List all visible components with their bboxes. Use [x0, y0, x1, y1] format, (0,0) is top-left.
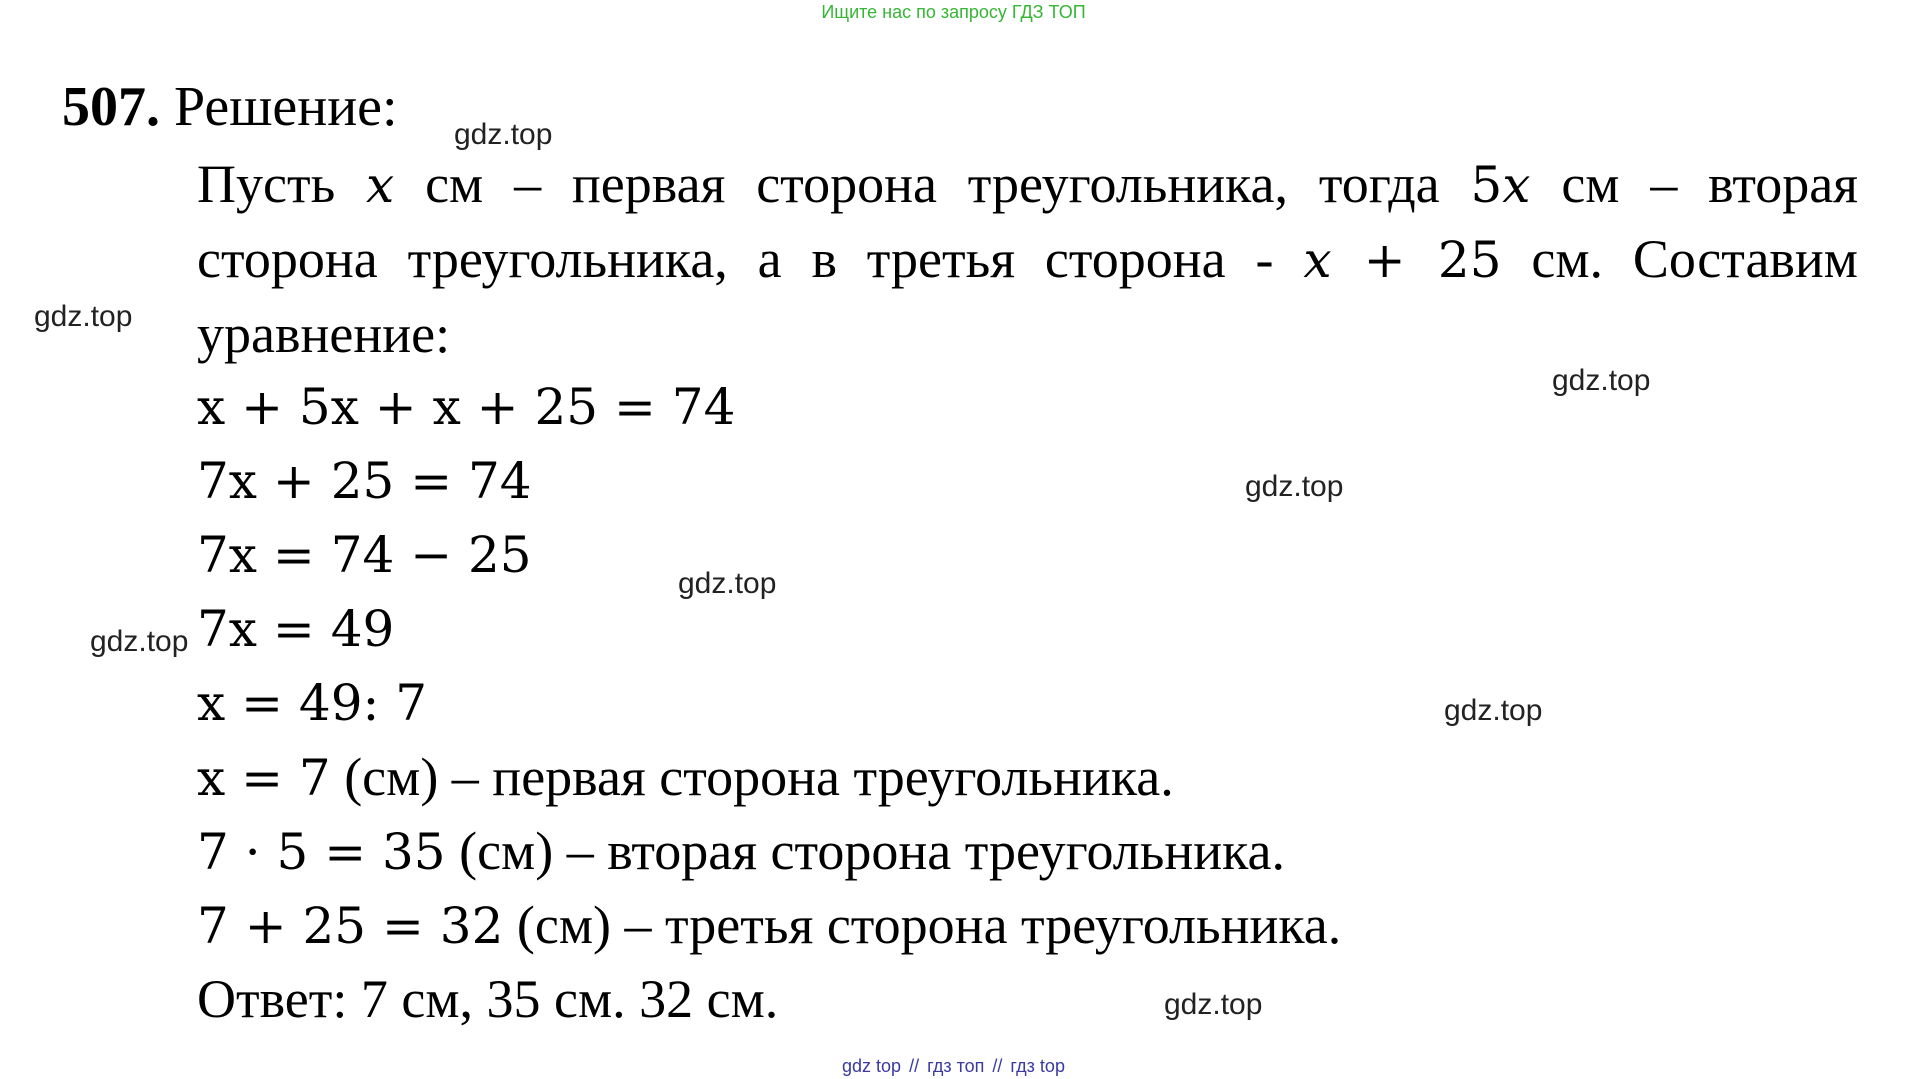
- top-banner: Ищите нас по запросу ГДЗ ТОП: [821, 2, 1086, 22]
- solution-label: Решение:: [174, 76, 398, 138]
- intro-text: Пусть: [197, 154, 367, 214]
- intro-math: x + 25: [1303, 231, 1502, 289]
- task-number: 507.: [62, 76, 160, 138]
- bottom-banner: [0, 1056, 1907, 1077]
- equation-3: 7x = 74 − 25: [197, 526, 532, 584]
- watermark: gdz.top: [1164, 988, 1263, 1021]
- result-text: (см) – третья сторона треугольника.: [503, 895, 1342, 955]
- intro-text: см – первая сторона треугольника, тогда: [394, 154, 1471, 214]
- result-line-1: [197, 740, 1174, 815]
- bottom-banner-part: гдз топ: [927, 1056, 985, 1076]
- result-text: (см) – первая сторона треугольника.: [330, 747, 1174, 807]
- result-line-3: [197, 888, 1341, 963]
- equation-1: x + 5x + x + 25 = 74: [197, 378, 736, 436]
- watermark: gdz.top: [34, 300, 133, 333]
- bottom-banner-separator: //: [909, 1056, 920, 1076]
- task-heading: [62, 75, 398, 139]
- watermark: gdz.top: [454, 118, 553, 151]
- equation-4: 7x = 49: [197, 600, 395, 658]
- watermark: gdz.top: [1245, 470, 1344, 503]
- equation-2: 7x + 25 = 74: [197, 452, 532, 510]
- intro-math: x: [366, 156, 395, 214]
- answer-line: Ответ: 7 см, 35 см. 32 см.: [197, 969, 779, 1029]
- intro-text: см. Составим уравнение:: [197, 229, 1858, 364]
- intro-text: см – вторая сторона треугольника, а в третья сторона -: [197, 154, 1859, 289]
- watermark: gdz.top: [1444, 694, 1543, 727]
- bottom-banner-part: gdz top: [842, 1056, 902, 1076]
- watermark: gdz.top: [90, 625, 189, 658]
- watermark: gdz.top: [1552, 364, 1651, 397]
- result-math: 7 + 25 = 32: [197, 897, 504, 955]
- intro-paragraph: [197, 147, 1858, 371]
- result-math: 7 · 5 = 35: [197, 823, 446, 881]
- bottom-banner-part: гдз top: [1010, 1056, 1065, 1076]
- equation-5: x = 49: 7: [197, 674, 428, 732]
- watermark: gdz.top: [678, 567, 777, 600]
- result-line-2: [197, 814, 1285, 889]
- bottom-banner-separator: //: [992, 1056, 1003, 1076]
- result-math: x = 7: [197, 749, 331, 807]
- intro-math: 5x: [1470, 156, 1531, 214]
- result-text: (см) – вторая сторона треугольника.: [445, 821, 1286, 881]
